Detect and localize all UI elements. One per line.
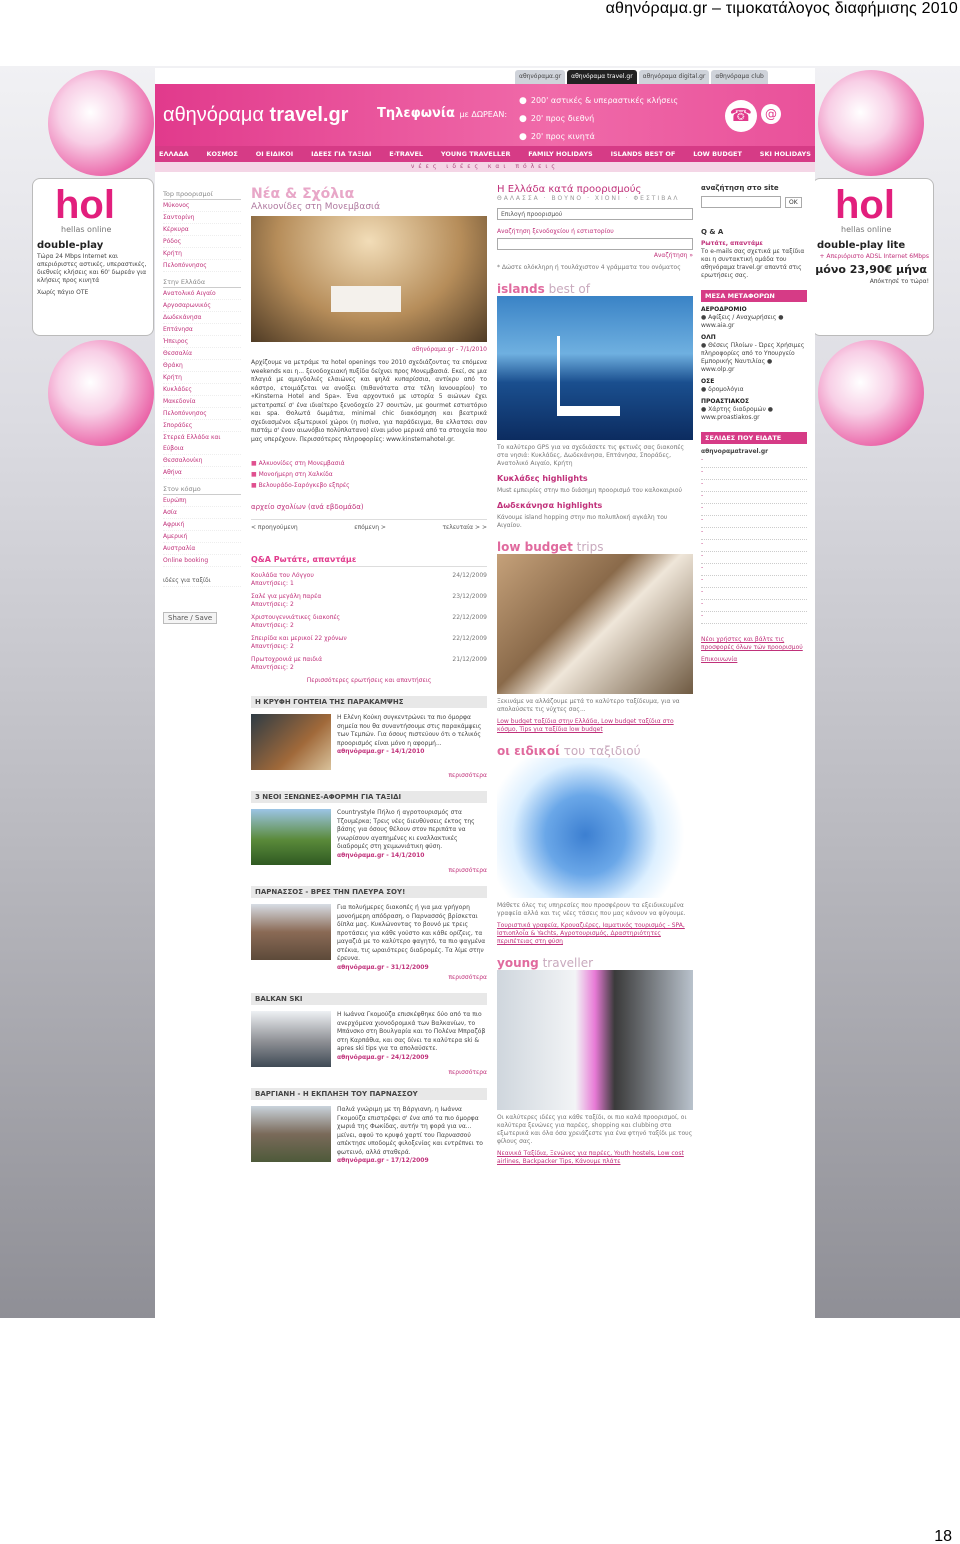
page-number: 18 xyxy=(934,1528,952,1544)
decor-circle xyxy=(48,340,154,446)
qa-answers: Απαντήσεις: 2 xyxy=(251,601,294,608)
nav-item[interactable]: ΙΔΕΕΣ ΓΙΑ ΤΑΞΙΔΙ xyxy=(311,150,372,158)
sidebar-item[interactable]: Κέρκυρα xyxy=(163,224,241,236)
qa-row[interactable] xyxy=(251,572,487,588)
destination-select[interactable]: Επιλογή προορισμού xyxy=(497,208,693,220)
search-button[interactable]: Αναζήτηση » xyxy=(653,252,693,259)
article-title[interactable]: ΒΑΡΓΙΑΝΗ - Η ΕΚΠΛΗΞΗ ΤΟΥ ΠΑΡΝΑΣΣΟΥ xyxy=(251,1088,487,1100)
qa-question: Κουλάδα του Λόγγου xyxy=(251,572,314,579)
transport-head: ΟΛΠ xyxy=(701,334,716,341)
visited-item[interactable]: - xyxy=(701,528,807,540)
young-photo xyxy=(497,970,693,1110)
sidebar-item[interactable]: Σποράδες xyxy=(163,420,241,432)
qa-question: Σπειρίδα και μερικοί 22 χρόνων xyxy=(251,635,347,642)
ad-brand: hol xyxy=(55,183,115,227)
qa-row[interactable] xyxy=(251,614,487,630)
article xyxy=(251,696,487,779)
sidebar-heading: Στον κόσμο xyxy=(163,485,241,495)
article-byline: αθηνόραμα.gr - 31/12/2009 xyxy=(337,963,429,971)
ad-text: Τώρα 24 Mbps Internet και απεριόριστες αστικές, υπεραστικές, διεθνείς κλήσεις και 60' δωρεάν για κλήσεις προς κινητά xyxy=(37,253,147,284)
tab-travel[interactable]: αθηνόραμα travel.gr xyxy=(567,70,636,84)
news-paragraph: Αρχίζουμε να μετράμε τα hotel openings του 2010 σχεδιάζοντας τα επόμενα weekends και η... ξενοδοχειακή πυξίδα δείχνει προς Μονεμβασιά. Εκεί, σε μια πλαγιά με αμυγδαλιές ελαιώνες και ψηλά κυπαρίσσια, αντίκρυ από το κάστρο, ετοιμάζεται να ανοίξει (πιθανότατα στα τέλη Ιανουαρίου) το «Kinsterna Hotel and Spa». Ένα αρχοντικό με ιστορία 5 αιώνων έχει μετατραπεί σ' ένα ιδιαίτερο ξενοδοχείο 27 σουιτών, με gourmet εστιατόριο και spa. Θολωτά δωμάτια, minimal chic διακόσμηση και βεατρικά σχεδιασμένοι εξωτερικοί χώροι (η πισίνα, για παράδειγμα, θα ελλατσει σαν πιστάμ σ' έναν αιωνόβιο πολύπλατανο) είναι μόνο μερικά από τα στοιχεία που μας υπερέχουν. Περισσότερες πληροφορίες: www.kinsternahotel.gr. xyxy=(251,359,487,443)
site-search-input[interactable] xyxy=(701,196,781,208)
transport-item[interactable] xyxy=(701,398,807,422)
section-title-a: low budget xyxy=(497,540,573,554)
ad-product: double-play lite xyxy=(817,240,906,251)
qa-title: Q&A Ρωτάτε, απαντάμε xyxy=(251,555,487,567)
visited-item[interactable]: - xyxy=(701,612,807,624)
more-link[interactable]: περισσότερα xyxy=(448,1069,487,1076)
section-title[interactable] xyxy=(497,956,693,970)
qa-row[interactable] xyxy=(251,593,487,609)
promo-title xyxy=(377,106,507,121)
ad-left[interactable] xyxy=(32,178,154,336)
qa-row[interactable] xyxy=(251,656,487,672)
news-subtitle[interactable]: Αλκυονίδες στη Μονεμβασιά xyxy=(251,202,381,212)
transport-bar: ΜΕΣΑ ΜΕΤΑΦΟΡΩΝ xyxy=(701,290,807,302)
qa-answers: Απαντήσεις: 2 xyxy=(251,622,294,629)
section-title-b: trips xyxy=(576,540,604,554)
qa-answers: Απαντήσεις: 2 xyxy=(251,643,294,650)
boat-photo xyxy=(497,296,693,440)
visited-item[interactable]: - xyxy=(701,456,807,468)
tab-athinorama[interactable]: αθηνόραμα.gr xyxy=(515,70,565,84)
news-title: Νέα & Σχόλια xyxy=(251,186,355,202)
nav-item[interactable]: YOUNG TRAVELLER xyxy=(440,150,511,158)
qa-date: 24/12/2009 xyxy=(452,572,487,579)
pager xyxy=(251,519,487,531)
transport-head: ΟΣΕ xyxy=(701,378,715,385)
experts-links[interactable] xyxy=(497,922,693,946)
ok-button[interactable]: OK xyxy=(785,197,802,208)
main-nav xyxy=(155,146,815,162)
highlight-link[interactable]: Κυκλάδες highlights xyxy=(497,474,588,483)
sidebar-item[interactable]: Δωδεκάνησα xyxy=(163,312,241,324)
sidebar-item[interactable]: Κυκλάδες xyxy=(163,384,241,396)
article-text: Countrystyle Πήλιο ή αγροτουρισμός στα Τζουμέρκα; Τρεις νέες διευθύνσεις έκτος της βάσης για όσους θέλουν στον περιπάτα να γνωρίσουν αγαπημένες κι εναλλακτικές διαδρομές στη χειμωνιάτικη φύση. xyxy=(337,809,475,850)
article-photo xyxy=(251,904,331,960)
sidebar-item[interactable]: Αμερική xyxy=(163,531,241,543)
sidebar-item[interactable]: Πελοπόννησος xyxy=(163,408,241,420)
website-screenshot xyxy=(0,66,960,1318)
article-photo xyxy=(251,1106,331,1162)
visited-item[interactable]: - xyxy=(701,576,807,588)
visited-list xyxy=(701,456,807,624)
nav-item[interactable]: ISLANDS BEST OF xyxy=(610,150,676,158)
news-link[interactable]: ■ Μονοήμερη στη Χαλκίδα xyxy=(251,469,487,480)
article-photo xyxy=(251,809,331,865)
qa-date: 22/12/2009 xyxy=(452,635,487,642)
young-links[interactable] xyxy=(497,1150,693,1166)
subnav-strip: νέες ιδέες και πόλεις xyxy=(155,162,815,172)
transport-head: ΑΕΡΟΔΡΟΜΙΟ xyxy=(701,306,747,313)
archive-link[interactable]: αρχείο σχολίων (ανά εβδομάδα) xyxy=(251,503,364,511)
article-byline: αθηνόραμα.gr - 14/1/2010 xyxy=(337,748,425,755)
news-bullets xyxy=(251,458,487,491)
ad-footer: Χωρίς πάγιο ΟΤΕ xyxy=(37,289,89,296)
news-byline: αθηνόραμα.gr - 7/1/2010 xyxy=(411,346,487,353)
article xyxy=(251,791,487,874)
right-sidebar xyxy=(701,184,807,664)
decor-circle xyxy=(48,70,154,176)
qa-box xyxy=(251,555,487,684)
logo-part-b: travel.gr xyxy=(269,104,349,126)
visited-bar: ΣΕΛΙΔΕΣ ΠΟΥ ΕΙΔΑΤΕ xyxy=(701,432,807,444)
sidebar-item[interactable]: Θράκη xyxy=(163,360,241,372)
article-photo xyxy=(251,1011,331,1067)
article-byline: αθηνόραμα.gr - 14/1/2010 xyxy=(337,851,425,859)
ideas-link[interactable]: ιδέες για ταξίδι xyxy=(163,575,241,587)
sidebar-item[interactable]: Αθήνα xyxy=(163,467,241,479)
top-tabs xyxy=(515,70,768,84)
nav-item[interactable]: ΕΛΛΑΔΑ xyxy=(159,150,189,158)
sidebar-item[interactable]: Επτάνησα xyxy=(163,324,241,336)
article-text: Η Ελένη Κούκη συγκεντρώνει τα πιο όμορφα σημεία που θα συναντήσουμε στις παρακάμψεις των Τεμπών. Για όσους πιστεύουν ότι ο τελικός προορισμός είναι μόνο η αφορμή... xyxy=(337,714,482,747)
article xyxy=(251,993,487,1076)
qa-title: Q & A xyxy=(701,228,724,236)
more-link[interactable]: περισσότερα xyxy=(448,772,487,779)
ad-brand: hol xyxy=(835,183,895,227)
nav-item[interactable]: SKI HOLIDAYS xyxy=(759,150,811,158)
ad-price: μόνο 23,90€ μήνα xyxy=(815,263,927,276)
sidebar-heading: Top προορισμοί xyxy=(163,190,241,200)
visited-item[interactable]: - xyxy=(701,468,807,480)
qa-date: 22/12/2009 xyxy=(452,614,487,621)
article-title[interactable]: ΠΑΡΝΑΣΣΟΣ - ΒΡΕΣ ΤΗΝ ΠΛΕΥΡΑ ΣΟΥ! xyxy=(251,886,487,898)
article-byline: αθηνόραμα.gr - 24/12/2009 xyxy=(337,1053,429,1061)
left-sidebar xyxy=(163,184,241,587)
qa-date: 21/12/2009 xyxy=(452,656,487,663)
footer-link[interactable]: Νέοι χρήστες και βάλτε τις προσφορές όλων τών προορισμού xyxy=(701,636,803,651)
ad-product: double-play xyxy=(37,240,104,251)
visited-item[interactable]: - xyxy=(701,516,807,528)
visited-item[interactable]: - xyxy=(701,564,807,576)
transport-item[interactable] xyxy=(701,306,807,330)
visited-item[interactable]: - xyxy=(701,588,807,600)
phone-icon: ☎ xyxy=(725,100,757,132)
article-text: Η Ιωάννα Γκομούζα επισκέφθηκε δύο από τα πιο ανερχόμενα χιονοδρομικά των Βαλκανίων, το Μπάνσκο στη Βουλγαρία και το Πολένα Μπραζόβ στη Καρπάθια, και σας δίνει τα καλύτερα ski & apres ski tips για τα απολαύσετε. xyxy=(337,1011,486,1052)
qa-answers: Απαντήσεις: 2 xyxy=(251,664,294,671)
section-title[interactable] xyxy=(497,282,693,296)
sidebar-item[interactable]: Αφρική xyxy=(163,519,241,531)
section-title[interactable] xyxy=(497,744,693,758)
news-link[interactable]: ■ Βελουράδο-Σαρόγκεβο εξπρές xyxy=(251,480,487,491)
highlight-text: Must εμπειρίες στην πιο διάσημη προορισμό του καλοκαιριού xyxy=(497,487,682,494)
qa-answers: Απαντήσεις: 1 xyxy=(251,580,294,587)
section-title-a: islands xyxy=(497,282,545,296)
qa-all-link[interactable]: Περισσότερες ερωτήσεις και απαντήσεις xyxy=(306,677,432,684)
young-links-text: Νεανικά Ταξίδια, Ξενώνες για παρέες, Youth hostels, Low cost airlines, Backpacker Tips, Κάνουμε πλάτε xyxy=(497,1150,684,1165)
transport-head: ΠΡΟΑΣΤΙΑΚΟΣ xyxy=(701,398,750,405)
sidebar-heading: Στην Ελλάδα xyxy=(163,278,241,288)
promo-features xyxy=(519,92,678,146)
experts-caption: Μάθετε όλες τις υπηρεσίες που προσφέρουν τα εξειδικευμένα γραφεία αλλά και τις νέες τάσεις που μας κάνουν να φύγουμε. xyxy=(497,902,686,917)
article xyxy=(251,1088,487,1166)
decor-circle xyxy=(818,70,924,176)
section-title-a: οι ειδικοί xyxy=(497,744,560,758)
site-search-title: αναζήτηση στο site xyxy=(701,184,779,192)
prev-link[interactable]: < προηγούμενη xyxy=(251,524,298,531)
article xyxy=(251,886,487,981)
site-logo[interactable] xyxy=(163,104,348,127)
nav-item[interactable]: FAMILY HOLIDAYS xyxy=(528,150,593,158)
hotel-search-input[interactable] xyxy=(497,238,693,250)
last-link[interactable]: τελευταία > > xyxy=(442,524,487,531)
globe-photo xyxy=(497,758,693,898)
visited-site[interactable]: αθηνοραμαtravel.gr xyxy=(701,448,769,455)
ad-text: + Απεριόριστο ADSL Internet 6Mbps xyxy=(819,253,929,260)
header-banner xyxy=(155,84,815,146)
sidebar-item[interactable]: Ανατολικό Αιγαίο xyxy=(163,288,241,300)
feature-item: ● 200' αστικές & υπεραστικές κλήσεις xyxy=(519,92,678,110)
low-budget-links[interactable] xyxy=(497,718,693,734)
sidebar-item[interactable]: Μύκονος xyxy=(163,200,241,212)
sidebar-item[interactable]: Κρήτη xyxy=(163,372,241,384)
article-title[interactable]: BALKAN SKI xyxy=(251,993,487,1005)
article-byline: αθηνόραμα.gr - 17/12/2009 xyxy=(337,1157,429,1164)
qa-row[interactable] xyxy=(251,635,487,651)
nav-item[interactable]: ΟΙ ΕΙΔΙΚΟΙ xyxy=(255,150,294,158)
low-budget-caption: Ξεκινάμε να αλλάζουμε μετά το καλύτερο ταξίδευμα, για να απολαύσετε τις νύχτες σας... xyxy=(497,698,680,713)
nav-item[interactable]: ΚΟΣΜΟΣ xyxy=(206,150,238,158)
sidebar-item[interactable]: Κρήτη xyxy=(163,248,241,260)
qa-question: Σαλέ για μεγάλη παρέα xyxy=(251,593,322,600)
search-hint: * Δώστε ολόκληρη ή τουλάχιστον 4 γράμματα του ονόματος xyxy=(497,264,681,271)
visited-item[interactable]: - xyxy=(701,492,807,504)
article-title[interactable]: Η ΚΡΥΦΗ ΓΟΗΤΕΙΑ ΤΗΣ ΠΑΡΑΚΑΜΨΗΣ xyxy=(251,696,487,708)
nav-item[interactable]: E-TRAVEL xyxy=(389,150,424,158)
visited-item[interactable]: - xyxy=(701,540,807,552)
logo-part-a: αθηνόραμα xyxy=(163,104,264,126)
transport-text: ● δρομολόγια xyxy=(701,386,744,393)
sidebar-item[interactable]: Μακεδονία xyxy=(163,396,241,408)
more-link[interactable]: περισσότερα xyxy=(448,974,487,981)
tab-digital[interactable]: αθηνόραμα digital.gr xyxy=(639,70,710,84)
sidebar-item[interactable]: Ευρώπη xyxy=(163,495,241,507)
ad-tagline: hellas online xyxy=(61,225,112,234)
experts-links-text: Τουριστικά γραφεία, Κρουαζιέρες, Ιαματικός τουρισμός - SPA, Ιστιοπλοΐα & Yachts, Αγροτουρισμός, Δραστηριότητες περιπέτειας στη φύση xyxy=(497,922,685,945)
visited-item[interactable]: - xyxy=(701,504,807,516)
section-title-a: young xyxy=(497,956,539,970)
qa-desc: Το e-mails σας σχετικά με ταξίδια και η συντακτική ομάδα του αθηνόραμα travel.gr απαντά στις ερωτήσεις σας. xyxy=(701,248,805,279)
transport-item[interactable] xyxy=(701,378,807,394)
transport-item[interactable] xyxy=(701,334,807,374)
sidebar-item[interactable]: Στερεά Ελλάδα και Εύβοια xyxy=(163,432,241,455)
visited-item[interactable]: - xyxy=(701,480,807,492)
sidebar-item[interactable]: Πελοπόννησος xyxy=(163,260,241,272)
promo-main: Τηλεφωνία xyxy=(377,106,455,121)
hotel-search-label: Αναζήτηση ξενοδοχείου ή εστιατορίου xyxy=(497,228,614,235)
sidebar-item[interactable]: Ήπειρος xyxy=(163,336,241,348)
low-budget-links-text: Low budget ταξίδια στην Ελλάδα, Low budget ταξίδια στο κόσμο, Tips για ταξίδια low budget xyxy=(497,718,674,733)
qa-date: 23/12/2009 xyxy=(452,593,487,600)
section-title-b: του ταξιδιού xyxy=(563,744,641,758)
at-icon: @ xyxy=(761,104,781,124)
ad-footer: Απόκτησέ το τώρα! xyxy=(869,278,929,285)
share-button[interactable]: Share / Save xyxy=(163,612,217,624)
ad-tagline: hellas online xyxy=(841,225,892,234)
greece-subtitle: ΘΑΛΑΣΣΑ · ΒΟΥΝΟ · ΧΙΟΝΙ · ΦΕΣΤΙΒΑΛ xyxy=(497,195,680,202)
news-link[interactable]: ■ Αλκυονίδες στη Μονεμβασιά xyxy=(251,458,487,469)
sidebar-item[interactable]: Θεσσαλονίκη xyxy=(163,455,241,467)
nav-item[interactable]: LOW BUDGET xyxy=(693,150,742,158)
travel-site xyxy=(155,68,815,1318)
hotel-photo xyxy=(251,216,487,342)
sidebar-item[interactable]: Ρόδος xyxy=(163,236,241,248)
transport-text: ● Θέσεις Πλοίων - Ώρες Χρήσιμες πληροφορίες από το Υπουργείο Εμπορικής Ναυτιλίας ● www.olp.gr xyxy=(701,342,805,373)
sidebar-item[interactable]: Ασία xyxy=(163,507,241,519)
contact-link[interactable]: Επικοινωνία xyxy=(701,656,738,663)
article-text: Για πολυήμερες διακοπές ή για μια γρήγορη μονοήμερη απόδραση, ο Παρνασσός βρίσκεται δίπλα μας. Κυκλώνοντας το βουνό με τρεις προτάσεις για κάθε γούστο και κάθε ορίζεις, τα μαγαζιά με το καλύτερο φαγητό, τα πιο ψαγμένα στέκια, τις ωραιότερες διαδρομές. Τα λίμε στην έρευνα. xyxy=(337,904,486,962)
sidebar-item[interactable]: Θεσσαλία xyxy=(163,348,241,360)
greece-title: Η Ελλάδα κατά προορισμούς xyxy=(497,184,642,195)
qa-head: Ρωτάτε, απαντάμε xyxy=(701,240,763,247)
middle-column xyxy=(497,184,693,1166)
sidebar-item[interactable]: Αυστραλία xyxy=(163,543,241,555)
qa-question: Πρωτοχρονιά με παιδιά xyxy=(251,656,323,663)
low-budget-photo xyxy=(497,554,693,694)
transport-text: ● Χάρτης διαδρομών ● www.proastiakos.gr xyxy=(701,406,774,421)
visited-item[interactable]: - xyxy=(701,600,807,612)
islands-caption: Το καλύτερο GPS για να σχεδιάσετε τις φετινές σας διακοπές στα νησιά: Κυκλάδες, Δωδεκάνησα, Επτάνησα, Σποράδες, Ανατολικό Αιγαίο, Κρήτη xyxy=(497,444,684,467)
visited-item[interactable]: - xyxy=(701,552,807,564)
article-title[interactable]: 3 ΝΕΟΙ ΞΕΝΩΝΕΣ-ΑΦΟΡΜΗ ΓΙΑ ΤΑΞΙΔΙ xyxy=(251,791,487,803)
qa-question: Χριστουγεννιάτικες διακοπές xyxy=(251,614,341,621)
section-title[interactable] xyxy=(497,540,693,554)
sidebar-item[interactable]: Σαντορίνη xyxy=(163,212,241,224)
promo-small: με ΔΩΡΕΑΝ: xyxy=(459,110,508,119)
center-column xyxy=(251,186,487,1166)
feature-item: ● 20' προς διεθνή xyxy=(519,110,678,128)
feature-item: ● 20' προς κινητά xyxy=(519,128,678,146)
transport-text: ● Αφίξεις / Αναχωρήσεις ● www.aia.gr xyxy=(701,314,784,329)
next-link[interactable]: επόμενη > xyxy=(354,524,386,531)
more-link[interactable]: περισσότερα xyxy=(448,867,487,874)
article-text: Παλιά γνώριμη με τη Βάργιανη, η Ιωάννα Γκομούζα επιστρέφει σ' ένα από τα πιο όμορφα χωριά της Φωκίδας, αυτήν τη φορά για να... μείνει, αφού το κρυφό χαρτί του Παρνασσού απέκτησε υποδομές φιλοξενίας και εντρέπνει το φωτεινό, αλλά σταθερά. xyxy=(337,1106,483,1156)
sidebar-item[interactable]: Αργοσαρωνικός xyxy=(163,300,241,312)
young-caption: Οι καλύτερες ιδέες για κάθε ταξίδι, οι πιο καλά προορισμοί, οι καλύτερα ξενώνες για παρέες, shopping και clubbing στα εξωτερικά και όλα όσα χρειάζεστε για ένα φτηνό ταξίδι με τους φίλους σας. xyxy=(497,1114,693,1145)
qa-text[interactable] xyxy=(701,240,807,280)
section-title-b: traveller xyxy=(542,956,594,970)
highlight-link[interactable]: Δωδεκάνησα highlights xyxy=(497,501,603,510)
section-title-b: best of xyxy=(548,282,590,296)
document-title: αθηνόραμα.gr – τιμοκατάλογος διαφήμισης 2010 xyxy=(605,0,958,17)
decor-circle xyxy=(818,340,924,446)
sidebar-item[interactable]: Online booking xyxy=(163,555,241,567)
ad-right[interactable] xyxy=(812,178,934,336)
tab-club[interactable]: αθηνόραμα club xyxy=(711,70,767,84)
article-photo xyxy=(251,714,331,770)
highlight-text: Κάνουμε island hopping στην πιο πολυπλοκή αγκάλη του Αιγαίου. xyxy=(497,514,668,529)
